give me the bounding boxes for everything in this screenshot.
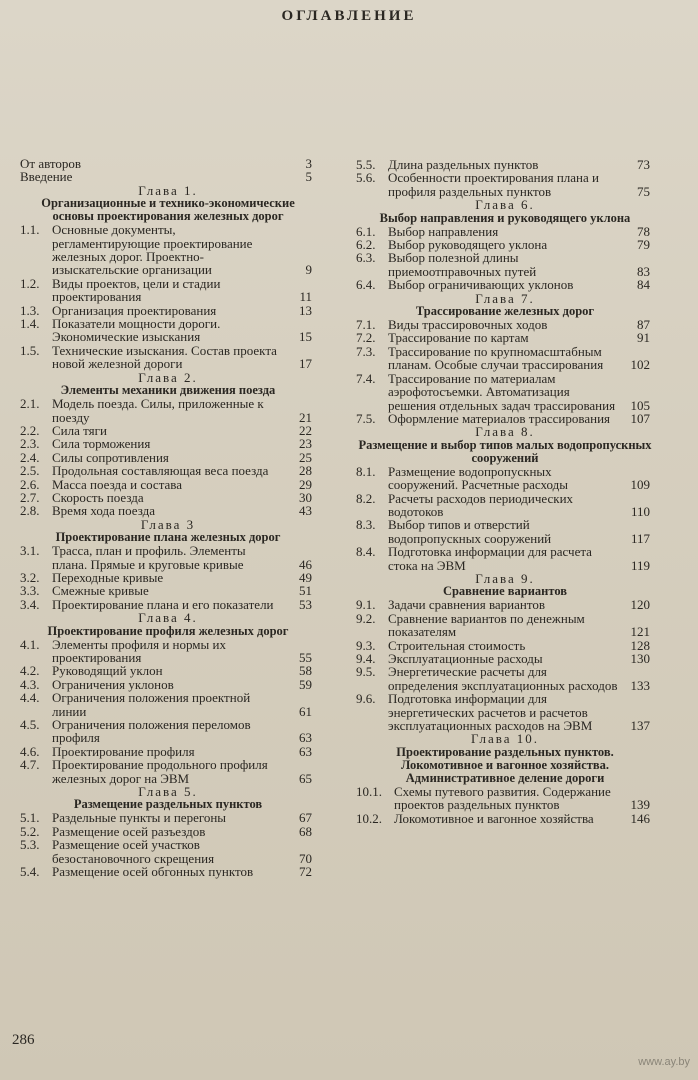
toc-entry (20, 478, 316, 491)
section-title: Выбор полезной длины приемоотправочных путей (388, 250, 537, 279)
section-number: 2.2. (20, 422, 40, 438)
toc-entry (356, 278, 654, 291)
section-number: 1.1. (20, 222, 40, 238)
section-title: Раздельные пункты и перегоны (52, 810, 227, 826)
chapter-heading: Проектирование раздельных пунктов. Локомотивное и вагонное хозяйства. Административное деление дороги (396, 744, 614, 785)
section-page: 3 (305, 156, 312, 171)
chapter-label: Глава 5. (138, 784, 198, 800)
toc-entry (20, 571, 316, 584)
toc-entry (20, 223, 316, 277)
chapter-label: Глава 7. (475, 290, 535, 306)
section-number: 7.2. (356, 330, 376, 346)
section-title: Переходные кривые (52, 569, 164, 585)
section-title: Проектирование продольного профиля железных дорог на ЭВМ (52, 757, 268, 786)
toc-entry (20, 317, 316, 344)
toc-entry (356, 331, 654, 344)
page-title: ОГЛАВЛЕНИЕ (281, 8, 417, 24)
toc-entry (20, 304, 316, 317)
section-title: Масса поезда и состава (52, 476, 183, 492)
section-title: Оформление материалов трассирования (388, 410, 611, 426)
toc-entry (356, 639, 654, 652)
section-page: 109 (630, 477, 650, 493)
section-number: 5.6. (356, 170, 376, 186)
toc-entry (20, 491, 316, 504)
section-title: Расчеты расходов периодических водотоков (388, 490, 574, 519)
toc-entry (356, 158, 654, 171)
section-title: Модель поезда. Силы, приложенные к поезду (52, 396, 264, 425)
section-page: 75 (637, 183, 650, 199)
chapter-heading: Размещение и выбор типов малых водопропускных сооружений (358, 437, 652, 465)
section-page: 22 (299, 422, 312, 438)
section-number: 5.4. (20, 864, 40, 880)
section-title: Введение (20, 169, 73, 185)
section-number: 4.6. (20, 743, 40, 759)
section-title: Виды проектов, цели и стадии проектирования (52, 275, 221, 305)
section-title: Организация проектирования (52, 302, 217, 318)
section-number: 4.2. (20, 663, 40, 679)
section-page: 46 (299, 556, 312, 572)
section-title: Размещение осей участков безостановочного скрещения (52, 837, 215, 866)
section-title: Ограничения положения проектной линии (52, 690, 251, 719)
toc-left-column (20, 157, 316, 879)
section-title: Смежные кривые (52, 583, 149, 599)
section-page: 61 (299, 703, 312, 719)
section-title: Скорость поезда (52, 489, 144, 505)
section-title: Сила торможения (52, 436, 151, 452)
section-page: 139 (630, 797, 650, 813)
section-page: 121 (630, 624, 650, 640)
toc-entry (20, 397, 316, 424)
section-title: Выбор типов и отверстий водопропускных сооружений (388, 517, 552, 546)
section-page: 28 (299, 463, 312, 479)
chapter-label: Глава 6. (475, 197, 535, 213)
section-title: Выбор ограничивающих уклонов (388, 277, 574, 293)
section-title: Выбор руководящего уклона (388, 237, 548, 253)
toc-entry (356, 171, 654, 198)
section-number: 7.4. (356, 370, 376, 386)
watermark: www.ay.by (638, 1056, 690, 1068)
section-number: 2.5. (20, 463, 40, 479)
section-title: Показатели мощности дороги. Экономические изыскания (52, 316, 221, 345)
section-number: 2.8. (20, 503, 40, 519)
toc-entry (20, 678, 316, 691)
toc-entry (20, 277, 316, 304)
chapter-heading: Трассирование железных дорог (415, 304, 595, 319)
section-page: 133 (630, 677, 650, 693)
toc-entry (356, 238, 654, 251)
toc-entry (20, 865, 316, 878)
toc-entry (356, 372, 654, 412)
section-title: От авторов (20, 156, 82, 171)
section-page: 72 (299, 864, 312, 880)
section-number: 1.3. (20, 302, 40, 318)
section-page: 63 (299, 730, 312, 746)
chapter-label: Глава 4. (138, 610, 198, 626)
toc-entry (356, 545, 654, 572)
section-page: 65 (299, 770, 312, 786)
section-page: 146 (630, 810, 650, 826)
section-page: 9 (305, 262, 312, 278)
section-number: 6.2. (356, 237, 376, 253)
section-page: 87 (637, 317, 650, 333)
section-title: Размещение осей разъездов (52, 823, 206, 839)
toc-entry (20, 157, 316, 170)
toc-entry (20, 598, 316, 611)
chapter-heading: Проектирование профиля железных дорог (47, 623, 289, 638)
chapter-heading: Размещение раздельных пунктов (73, 797, 263, 812)
section-number: 5.1. (20, 810, 40, 826)
section-page: 137 (630, 718, 650, 734)
section-number: 2.7. (20, 489, 40, 505)
section-number: 4.3. (20, 676, 40, 692)
section-title: Подготовка информации для энергетических расчетов и расчетов эксплуатационных расходов на ЭВМ (388, 691, 593, 734)
toc-entry (356, 665, 654, 692)
section-page: 110 (630, 503, 650, 519)
section-title: Энергетические расчеты для определения эксплуатационных расходов (388, 664, 618, 693)
toc-entry (356, 652, 654, 665)
section-page: 70 (299, 850, 312, 866)
chapter-heading: Проектирование плана железных дорог (55, 530, 281, 545)
section-page: 91 (637, 330, 650, 346)
section-title: Размещение осей обгонных пунктов (52, 864, 254, 880)
section-title: Сравнение вариантов по денежным показателям (388, 610, 585, 640)
toc-entry (20, 451, 316, 464)
section-title: Ограничения положения переломов профиля (52, 717, 251, 746)
section-number: 8.4. (356, 544, 376, 560)
toc-entry (20, 745, 316, 758)
toc-entry (20, 464, 316, 477)
section-number: 1.4. (20, 316, 40, 332)
section-number: 1.2. (20, 275, 40, 291)
section-number: 5.3. (20, 837, 40, 853)
section-page: 43 (299, 503, 312, 519)
section-title: Ограничения уклонов (52, 676, 174, 692)
section-title: Виды трассировочных ходов (388, 317, 548, 333)
toc-entry (20, 504, 316, 517)
section-number: 4.7. (20, 757, 40, 773)
section-page: 15 (299, 329, 312, 345)
toc-entry (356, 225, 654, 238)
toc-entry (356, 318, 654, 331)
chapter-label: Глава 10. (470, 731, 540, 747)
section-number: 10.1. (356, 783, 382, 799)
section-page: 119 (630, 557, 650, 573)
toc-right-column (356, 158, 654, 825)
chapter-label: Глава 2. (138, 369, 198, 385)
section-title: Локомотивное и вагонное хозяйства (394, 810, 594, 826)
toc-entry (20, 811, 316, 824)
section-title: Руководящий уклон (52, 663, 163, 679)
toc-entry (356, 785, 654, 812)
section-page: 25 (299, 449, 312, 465)
section-page: 58 (299, 663, 312, 679)
section-number: 8.1. (356, 463, 376, 479)
toc-entry (20, 718, 316, 745)
section-page: 51 (299, 583, 312, 599)
section-number: 3.4. (20, 596, 40, 612)
section-number: 6.1. (356, 223, 376, 239)
toc-entry (20, 838, 316, 865)
chapter-label: Глава 3 (140, 516, 196, 532)
toc-entry (356, 598, 654, 611)
section-number: 5.5. (356, 157, 376, 172)
section-title: Задачи сравнения вариантов (388, 597, 546, 613)
section-number: 8.3. (356, 517, 376, 533)
section-page: 120 (630, 597, 650, 613)
section-page: 17 (299, 356, 312, 372)
section-title: Технические изыскания. Состав проекта новой железной дороги (52, 342, 277, 372)
section-title: Трассирование по крупномасштабным планам. Особые случаи трассирования (388, 343, 604, 373)
section-page: 102 (630, 357, 650, 373)
section-page: 83 (637, 263, 650, 279)
section-number: 9.6. (356, 691, 376, 707)
toc-entry (356, 612, 654, 639)
section-number: 3.3. (20, 583, 40, 599)
section-page: 23 (299, 436, 312, 452)
section-title: Элементы профиля и нормы их проектирования (52, 636, 226, 665)
section-page: 21 (299, 409, 312, 425)
page-number: 286 (12, 1032, 35, 1048)
section-page: 107 (630, 410, 650, 426)
toc-entry (20, 691, 316, 718)
section-number: 9.1. (356, 597, 376, 613)
chapter-heading: Организационные и технико-экономические основы проектирования железных дорог (41, 196, 295, 224)
section-number: 7.1. (356, 317, 376, 333)
section-page: 130 (630, 651, 650, 666)
section-number: 3.2. (20, 569, 40, 585)
section-page: 78 (637, 223, 650, 239)
toc-entry (356, 812, 654, 825)
section-title: Трасса, план и профиль. Элементы плана. Прямые и круговые кривые (52, 543, 246, 572)
section-number: 4.1. (20, 636, 40, 652)
toc-entry (20, 344, 316, 371)
toc-entry (20, 424, 316, 437)
section-number: 9.5. (356, 664, 376, 680)
section-page: 68 (299, 823, 312, 839)
toc-entry (20, 584, 316, 597)
section-number: 2.3. (20, 436, 40, 452)
section-number: 4.5. (20, 717, 40, 733)
section-number: 8.2. (356, 490, 376, 506)
section-page: 105 (630, 397, 650, 413)
section-number: 2.6. (20, 476, 40, 492)
section-page: 128 (630, 637, 650, 653)
section-title: Трассирование по материалам аэрофотосъемки. Автоматизация решения отдельных задач трассирования (388, 370, 616, 413)
section-title: Продольная составляющая веса поезда (52, 463, 269, 479)
section-title: Особенности проектирования плана и профиля раздельных пунктов (388, 170, 599, 199)
section-page: 63 (299, 743, 312, 759)
section-number: 3.1. (20, 543, 40, 559)
section-title: Строительная стоимость (388, 637, 526, 653)
toc-entry (20, 638, 316, 665)
section-page: 29 (299, 476, 312, 492)
chapter-label: Глава 1. (138, 182, 198, 198)
section-page: 59 (299, 676, 312, 692)
section-number: 2.4. (20, 449, 40, 465)
section-page: 117 (630, 530, 650, 546)
section-title: Проектирование плана и его показатели (52, 596, 274, 612)
chapter-heading: Сравнение вариантов (442, 584, 568, 599)
toc-entry (356, 692, 654, 732)
section-page: 30 (299, 489, 312, 505)
section-page: 49 (299, 569, 312, 585)
section-title: Эксплуатационные расходы (388, 651, 543, 666)
chapter-label: Глава 9. (475, 570, 535, 586)
section-title: Схемы путевого развития. Содержание проектов раздельных пунктов (394, 783, 611, 813)
section-page: 13 (299, 302, 312, 318)
section-number: 1.5. (20, 342, 40, 358)
toc-entry (356, 518, 654, 545)
section-title: Трассирование по картам (388, 330, 529, 346)
toc-entry (20, 758, 316, 785)
toc-entry (20, 544, 316, 571)
section-number: 6.3. (356, 250, 376, 266)
section-page: 11 (299, 289, 312, 305)
toc-entry (20, 825, 316, 838)
toc-entry (356, 345, 654, 372)
section-page: 55 (299, 650, 312, 665)
section-page: 84 (637, 277, 650, 293)
section-title: Основные документы, регламентирующие проектирование железных дорог. Проектно-изыскательские организации (52, 222, 253, 278)
toc-entry (20, 664, 316, 677)
section-title: Время хода поезда (52, 503, 155, 519)
section-title: Длина раздельных пунктов (388, 157, 539, 172)
section-title: Выбор направления (388, 223, 499, 239)
section-number: 7.3. (356, 343, 376, 359)
section-title: Подготовка информации для расчета стока на ЭВМ (388, 544, 592, 573)
section-page: 73 (637, 157, 650, 172)
section-number: 9.2. (356, 610, 376, 626)
section-number: 4.4. (20, 690, 40, 706)
section-title: Проектирование профиля (52, 743, 195, 759)
section-number: 5.2. (20, 823, 40, 839)
chapter-heading: Элементы механики движения поезда (60, 383, 276, 398)
toc-entry (20, 170, 316, 183)
toc-entry (356, 492, 654, 519)
toc-entry (356, 465, 654, 492)
section-number: 9.4. (356, 651, 376, 666)
section-title: Силы сопротивления (52, 449, 169, 465)
toc-entry (356, 412, 654, 425)
section-number: 10.2. (356, 810, 382, 826)
section-page: 5 (305, 169, 312, 185)
section-number: 7.5. (356, 410, 376, 426)
chapter-heading: Выбор направления и руководящего уклона (379, 210, 631, 225)
section-number: 6.4. (356, 277, 376, 293)
section-number: 2.1. (20, 396, 40, 412)
section-number: 9.3. (356, 637, 376, 653)
section-page: 67 (299, 810, 312, 826)
section-title: Сила тяги (52, 422, 107, 438)
section-title: Размещение водопропускных сооружений. Расчетные расходы (388, 463, 568, 493)
chapter-label: Глава 8. (475, 424, 535, 440)
section-page: 79 (637, 237, 650, 253)
toc-entry (20, 437, 316, 450)
toc-entry (356, 251, 654, 278)
section-page: 53 (299, 596, 312, 612)
